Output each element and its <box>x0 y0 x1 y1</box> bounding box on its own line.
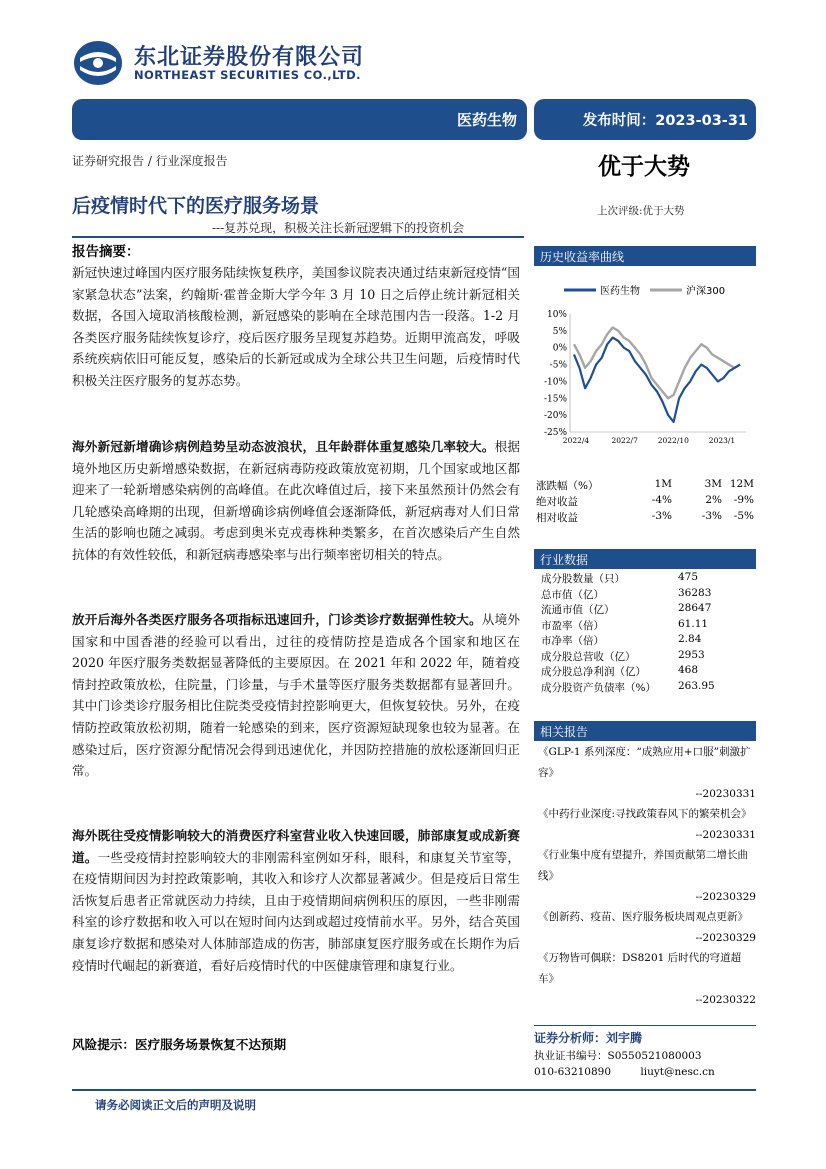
risk-warning: 风险提示：医疗服务场景恢复不达预期 <box>72 1037 287 1052</box>
related-report-date: --20230329 <box>695 891 756 903</box>
y-tick-label: -10% <box>543 377 567 388</box>
y-tick-label: 5% <box>552 326 567 337</box>
analyst-email[interactable]: liuyt@nesc.cn <box>640 1066 715 1078</box>
performance-table <box>534 478 756 526</box>
performance-cell: -5% <box>733 510 754 522</box>
paragraph-text: 一些受疫情封控影响较大的非刚需科室例如牙科，眼科，和康复关节室等，在疫情期间因为封控政策影响，其收入和诊疗人次都显著减少。但是疫后日常生活恢复后患者正常就医动力持续，且由于疫情期间病例积压的原因，一些非刚需科室的诊疗数据和收入可以在短时间内达到或超过疫情前水平。另外，结合英国康复诊疗数据和感染对人体肺部造成的伤害，肺部康复医疗服务或在长期作为后疫情时代崛起的新赛道，看好后疫情时代的中医健康管理和康复行业。 <box>72 849 521 973</box>
paragraph-text: 从境外国家和中国香港的经验可以看出，过往的疫情防控是造成各个国家和地区在 2020 年医疗服务类数据显著降低的主要原因。在 2021 年和 2022 年，随着疫情封控政策放松，住院量，门诊量，与手术量等医疗服务类数据都有显著回升。其中门诊类诊疗服务相比住院类受疫情封控影响更大，但恢复较快。另外，在疫情防控政策放松初期，随着一轮感染的到来，医疗资源短缺现象也较为显著。在感染过后，医疗资源分配情况会得到迅速优化，并因防控措施的放松逐渐回归正常。 <box>72 612 521 779</box>
industry-data-value: 61.11 <box>678 617 709 630</box>
y-tick-label: -25% <box>543 428 567 438</box>
summary-paragraph-2 <box>72 436 520 566</box>
publish-banner <box>534 99 756 140</box>
x-tick-label: 2022/7 <box>611 436 638 445</box>
performance-cell: -3% <box>701 510 722 522</box>
return-chart <box>534 268 756 458</box>
company-name-en: NORTHEAST SECURITIES CO.,LTD. <box>134 68 361 82</box>
footer-disclaimer: 请务必阅读正文后的声明及说明 <box>95 1098 256 1112</box>
industry-data-value: 2953 <box>678 648 705 661</box>
paragraph-lead: 海外既往受疫情影响较大的消费医疗科室营业收入快速回暖，肺部康复或成新赛道。 <box>72 828 520 865</box>
related-report-item[interactable] <box>534 845 756 907</box>
y-tick-label: 10% <box>546 310 567 320</box>
industry-data-value: 36283 <box>678 586 712 599</box>
paragraph-lead: 海外新冠新增确诊病例趋势呈动态波浪状，且年龄群体重复感染几率较大。 <box>72 439 495 454</box>
related-report-title[interactable]: 《GLP-1 系列深度：“成熟应用+口服”刺激扩容》 <box>538 746 751 779</box>
summary-paragraph-3 <box>72 609 520 782</box>
summary-heading: 报告摘要： <box>72 244 140 260</box>
y-tick-label: -15% <box>543 394 567 405</box>
sector-label: 医药生物 <box>456 111 517 129</box>
analyst-divider <box>534 1025 756 1026</box>
company-logo <box>72 38 124 88</box>
performance-header-cell: 3M <box>704 478 722 490</box>
industry-data-row <box>534 633 756 649</box>
paragraph-text: 根据境外地区历史新增感染数据，在新冠病毒防疫政策放宽初期，几个国家或地区都迎来了一轮新增感染病例的高峰值。在此次峰值过后，接下来虽然预计仍然会有几轮感染高峰期的出现，但新增确诊病例峰值会逐渐降低，新冠病毒对人们日常生活的影响也随之减弱。考虑到奥米克戎毒株种类繁多，在首次感染后产生自然抗体的有效性较低，和新冠病毒感染率与出行频率密切相关的特点。 <box>72 439 521 562</box>
related-report-date: --20230329 <box>695 932 756 944</box>
performance-cell: -4% <box>651 494 672 506</box>
industry-data-label: 成分股数量（只） <box>541 573 625 585</box>
report-type: 证券研究报告 / 行业深度报告 <box>72 154 228 168</box>
series-line <box>574 338 740 422</box>
related-report-item[interactable] <box>534 742 756 804</box>
title-divider <box>72 236 524 238</box>
related-report-date: --20230331 <box>695 788 756 800</box>
related-report-title[interactable]: 《创新药、疫苗、医疗服务板块周观点更新》 <box>538 911 748 923</box>
summary-paragraph-4 <box>72 825 520 976</box>
industry-data-value: 263.95 <box>678 679 715 692</box>
related-report-date: --20230322 <box>695 994 756 1006</box>
legend-label: 医药生物 <box>600 286 640 297</box>
x-tick-label: 2022/4 <box>562 436 590 445</box>
related-report-title[interactable]: 《行业集中度有望提升，养国贡献第二增长曲线》 <box>538 849 748 882</box>
industry-data-row <box>534 649 756 665</box>
industry-data-row <box>534 618 756 634</box>
related-reports-list <box>534 742 756 1010</box>
analyst-cert: 执业证书编号：S0550521080003 <box>534 1050 702 1062</box>
chart-section-heading: 历史收益率曲线 <box>534 246 756 266</box>
analyst-phone: 010-63210890 <box>534 1066 612 1078</box>
performance-row <box>534 494 756 510</box>
x-tick-label: 2023/1 <box>708 436 736 445</box>
industry-data-label: 成分股资产负债率（%） <box>541 681 656 694</box>
legend-label: 沪深300 <box>686 286 726 297</box>
industry-data-value: 28647 <box>678 602 712 614</box>
industry-data-label: 流通市值（亿） <box>541 604 615 616</box>
related-report-date: --20230331 <box>695 829 756 841</box>
performance-header-cell: 1M <box>654 478 672 490</box>
industry-data-label: 成分股总营收（亿） <box>541 650 636 663</box>
industry-data-value: 468 <box>678 664 699 676</box>
performance-row <box>534 510 756 526</box>
performance-cell: 2% <box>705 494 722 506</box>
performance-cell: -9% <box>733 494 754 506</box>
industry-data-row <box>534 587 756 603</box>
x-tick-label: 2022/10 <box>657 436 689 445</box>
company-name-cn: 东北证券股份有限公司 <box>134 45 365 70</box>
previous-rating: 上次评级:优于大势 <box>597 205 685 217</box>
return-chart-svg <box>534 268 756 458</box>
related-report-item[interactable] <box>534 948 756 1010</box>
industry-data-label: 成分股总净利润（亿） <box>541 666 646 678</box>
paragraph-lead: 放开后海外各类医疗服务各项指标迅速回升，门诊类诊疗数据弹性较大。 <box>72 612 482 627</box>
y-tick-label: 0% <box>552 343 567 354</box>
analyst-name: 证券分析师：刘宇腾 <box>534 1031 643 1045</box>
paragraph-text: 新冠快速过峰国内医疗服务陆续恢复秩序，美国参议院表决通过结束新冠疫情“国家紧急状态”法案，约翰斯·霍普金斯大学今年 3 月 10 日之后停止统计新冠相关数据，各国入境取消核酸检测，新冠感染的影响在全球范围内告一段落。1-2 月各类医疗服务陆续恢复诊疗，疫后医疗服务呈现复苏趋势。近期甲流高发，呼吸系统疾病依旧可能反复，感染后的长新冠或成为全球公共卫生问题，后疫情时代积极关注医疗服务的复苏态势。 <box>72 265 520 388</box>
summary-paragraph-1 <box>72 262 520 392</box>
performance-cell: 相对收益 <box>536 512 578 524</box>
rating: 优于大势 <box>598 154 690 180</box>
industry-data-row <box>534 602 756 618</box>
report-subtitle: ---复苏兑现，积极关注长新冠逻辑下的投资机会 <box>212 221 465 235</box>
industry-data-row <box>534 664 756 680</box>
report-title: 后疫情时代下的医疗服务场景 <box>72 195 320 217</box>
industry-data-label: 总市值（亿） <box>541 588 604 601</box>
footer-divider <box>72 1089 756 1091</box>
related-report-title[interactable]: 《万物皆可偶联：DS8201 后时代的穹道超车》 <box>538 952 742 985</box>
publish-time: 发布时间：2023-03-31 <box>582 113 748 129</box>
performance-header-cell: 涨跌幅（%） <box>536 480 599 492</box>
related-report-item[interactable] <box>534 804 756 845</box>
industry-data-row <box>534 680 756 696</box>
related-report-item[interactable] <box>534 907 756 948</box>
performance-header <box>534 478 756 494</box>
related-reports-heading: 相关报告 <box>534 721 756 741</box>
y-tick-label: -5% <box>549 360 567 371</box>
industry-data-heading: 行业数据 <box>534 549 756 569</box>
related-report-title[interactable]: 《中药行业深度:寻找政策春风下的繁荣机会》 <box>538 808 752 820</box>
industry-data-table <box>534 571 756 695</box>
sector-banner <box>72 99 527 140</box>
industry-data-value: 2.84 <box>678 633 702 645</box>
analyst-contact <box>534 1066 741 1078</box>
industry-data-label: 市净率（倍） <box>541 635 604 647</box>
performance-header-cell: 12M <box>729 478 754 490</box>
industry-data-label: 市盈率（倍） <box>541 619 604 632</box>
industry-data-value: 475 <box>678 571 699 583</box>
y-tick-label: -20% <box>543 411 567 422</box>
performance-cell: -3% <box>651 510 672 522</box>
performance-cell: 绝对收益 <box>536 496 578 508</box>
industry-data-row <box>534 571 756 587</box>
